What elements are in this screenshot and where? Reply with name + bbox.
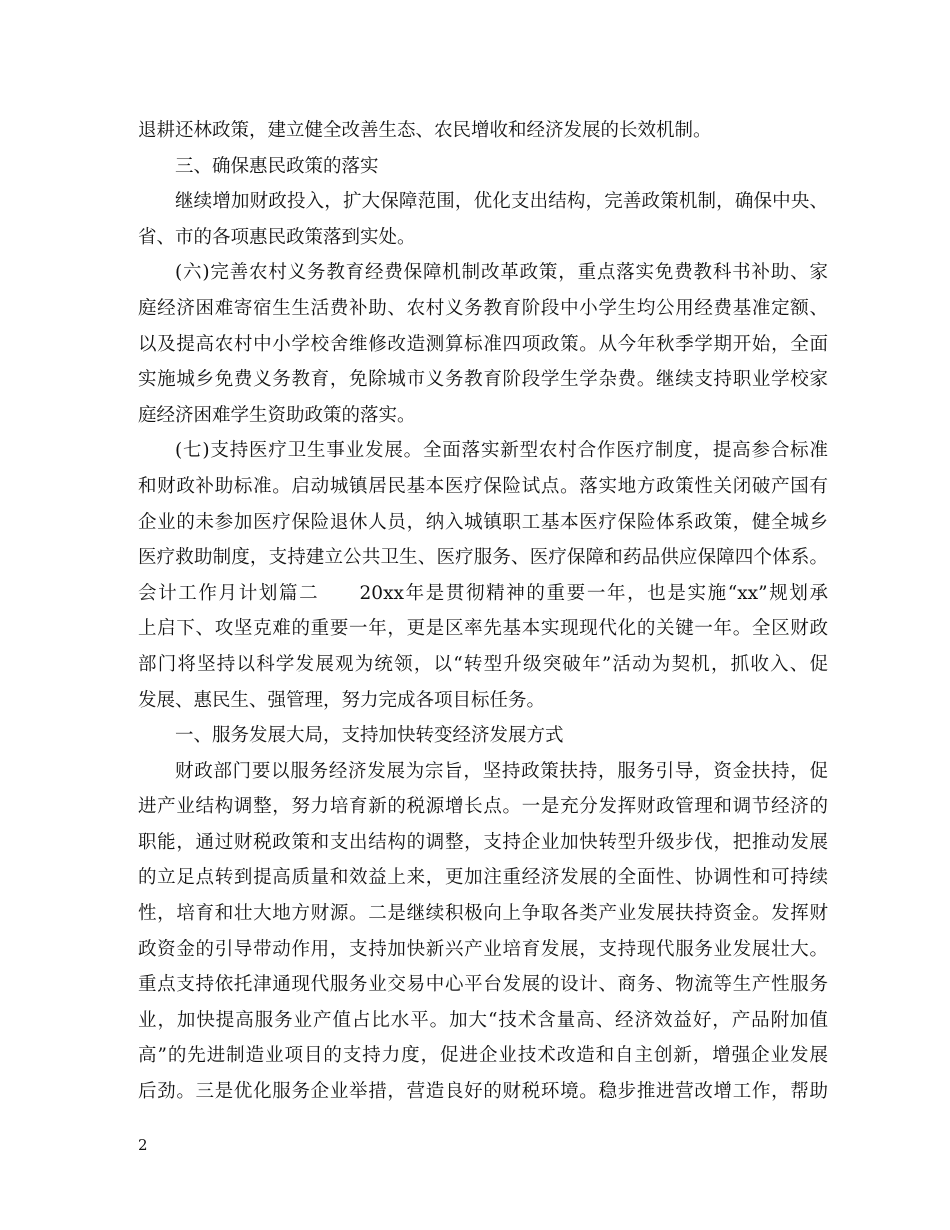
text-line: (七)支持医疗卫生事业发展。全面落实新型农村合作医疗制度，提高参合标准 [175, 440, 828, 462]
text-line: 重点支持依托津通现代服务业交易中心平台发展的设计、商务、物流等生产性服务 [138, 974, 828, 996]
text-line: 庭经济困难学生资助政策的落实。 [138, 404, 416, 426]
text-line: 以及提高农村中小学校舍维修改造测算标准四项政策。从今年秋季学期开始，全面 [138, 333, 828, 355]
text-line: 和财政补助标准。启动城镇居民基本医疗保险试点。落实地方政策性关闭破产国有 [138, 475, 828, 497]
text-line: 发展、惠民生、强管理，努力完成各项目标任务。 [138, 689, 546, 711]
text-line: 会计工作月计划篇二 20xx年是贯彻精神的重要一年，也是实施“xx”规划承 [138, 582, 828, 604]
text-line: 一、服务发展大局，支持加快转变经济发展方式 [175, 725, 564, 747]
document-body [138, 113, 828, 1110]
text-line: 职能，通过财税政策和支出结构的调整，支持企业加快转型升级步伐，把推动发展 [138, 831, 828, 853]
text-line: 进产业结构调整，努力培育新的税源增长点。一是充分发挥财政管理和调节经济的 [138, 796, 828, 818]
text-line: 高”的先进制造业项目的支持力度，促进企业技术改造和自主创新，增强企业发展 [138, 1045, 828, 1067]
text-line: 退耕还林政策，建立健全改善生态、农民增收和经济发展的长效机制。 [138, 120, 712, 141]
text-line: 业，加快提高服务业产值占比水平。加大“技术含量高、经济效益好，产品附加值 [138, 1009, 828, 1031]
text-line: 继续增加财政投入，扩大保障范围，优化支出结构，完善政策机制，确保中央、 [175, 191, 828, 213]
text-line: 的立足点转到提高质量和效益上来，更加注重经济发展的全面性、协调性和可持续 [138, 867, 828, 889]
text-line: 省、市的各项惠民政策落到实处。 [138, 226, 416, 248]
text-line: 政资金的引导带动作用，支持加快新兴产业培育发展，支持现代服务业发展壮大。 [138, 938, 828, 960]
text-line: 医疗救助制度，支持建立公共卫生、医疗服务、医疗保障和药品供应保障四个体系。 [138, 547, 828, 569]
page-number: 2 [138, 1136, 148, 1154]
text-line: 部门将坚持以科学发展观为统领，以“转型升级突破年”活动为契机，抓收入、促 [138, 653, 828, 675]
text-line: (六)完善农村义务教育经费保障机制改革政策，重点落实免费教科书补助、家 [175, 262, 828, 284]
text-line: 后劲。三是优化服务企业举措，营造良好的财税环境。稳步推进营改增工作，帮助 [138, 1081, 828, 1103]
text-line: 财政部门要以服务经济发展为宗旨，坚持政策扶持，服务引导，资金扶持，促 [175, 760, 828, 782]
text-line: 实施城乡免费义务教育，免除城市义务教育阶段学生学杂费。继续支持职业学校家 [138, 369, 828, 391]
text-line: 庭经济困难寄宿生生活费补助、农村义务教育阶段中小学生均公用经费基准定额、 [138, 297, 828, 319]
text-line: 企业的未参加医疗保险退休人员，纳入城镇职工基本医疗保险体系政策，健全城乡 [138, 511, 828, 533]
text-line: 上启下、攻坚克难的重要一年，更是区率先基本实现现代化的关键一年。全区财政 [138, 618, 828, 640]
text-line: 三、确保惠民政策的落实 [175, 155, 379, 177]
text-line: 性，培育和壮大地方财源。二是继续积极向上争取各类产业发展扶持资金。发挥财 [138, 903, 828, 925]
